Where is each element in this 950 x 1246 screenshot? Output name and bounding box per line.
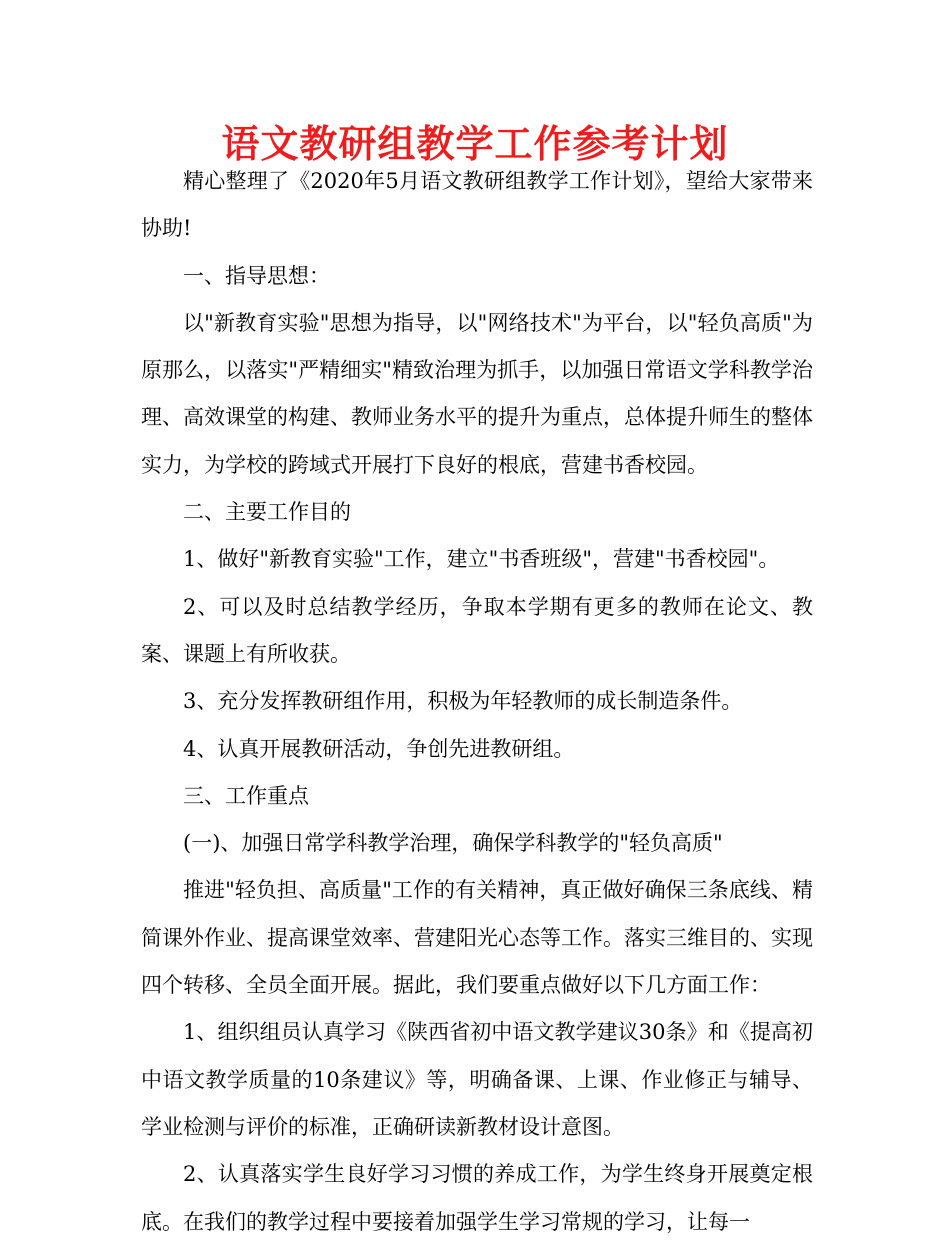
list-item: 2、认真落实学生良好学习习惯的养成工作，为学生终身开展奠定根底。在我们的教学过程中要接着加强学生学习常规的学习，让每一 bbox=[141, 1162, 813, 1234]
list-item: 3、充分发挥教研组作用，积极为年轻教师的成长制造条件。 bbox=[183, 689, 743, 714]
document-body bbox=[141, 158, 813, 1246]
subsection-heading: (一)、加强日常学科教学治理，确保学科教学的"轻负高质" bbox=[183, 831, 723, 856]
list-item: 2、可以及时总结教学经历，争取本学期有更多的教师在论文、教案、课题上有所收获。 bbox=[141, 594, 813, 666]
section-heading: 一、指导思想： bbox=[183, 263, 330, 288]
list-item: 1、组织组员认真学习《陕西省初中语文教学建议30条》和《提高初中语文教学质量的10条建议》等，明确备课、上课、作业修正与辅导、学业检测与评价的标准，正确研读新教材设计意图。 bbox=[141, 1020, 813, 1139]
document-title: 语文教研组教学工作参考计划 bbox=[221, 122, 729, 166]
list-item: 4、认真开展教研活动，争创先进教研组。 bbox=[183, 736, 575, 761]
section-heading: 二、主要工作目的 bbox=[183, 500, 351, 525]
section-heading: 三、工作重点 bbox=[183, 783, 309, 808]
paragraph: 推进"轻负担、高质量"工作的有关精神，真正做好确保三条底线、精简课外作业、提高课堂效率、营建阳光心态等工作。落实三维目的、实现四个转移、全员全面开展。据此，我们要重点做好以下几方面工作： bbox=[141, 878, 813, 998]
paragraph: 精心整理了《2020年5月语文教研组教学工作计划》，望给大家带来协助! bbox=[141, 169, 813, 241]
paragraph: 以"新教育实验"思想为指导，以"网络技术"为平台，以"轻负高质"为原那么，以落实"严精细实"精致治理为抓手，以加强日常语文学科教学治理、高效课堂的构建、教师业务水平的提升为重点，总体提升师生的整体实力，为学校的跨域式开展打下良好的根底，营建书香校园。 bbox=[141, 310, 813, 477]
list-item: 1、做好"新教育实验"工作，建立"书香班级"，营建"书香校园"。 bbox=[183, 547, 780, 572]
